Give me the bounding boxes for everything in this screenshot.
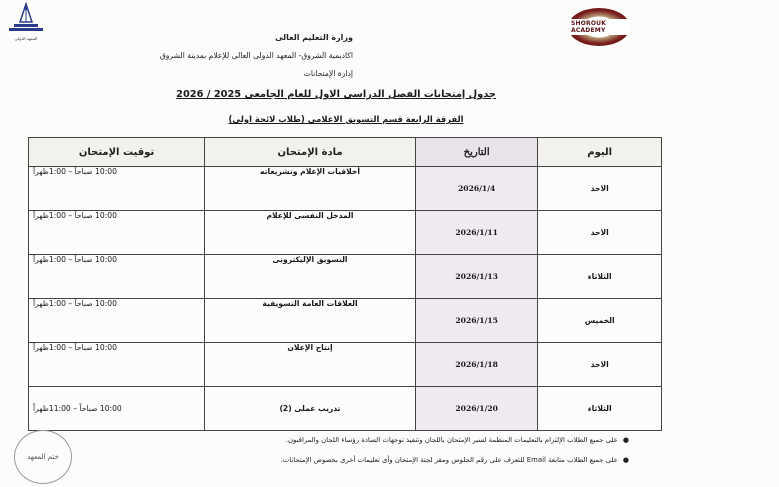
cell-time: 10:00 صباحاً – 1:00ظهراً [29, 343, 205, 387]
note-item [209, 450, 629, 470]
cell-time: 10:00 صباحاً – 1:00ظهراً [29, 255, 205, 299]
cell-day: الثلاثاء [538, 387, 662, 431]
header-date: التاريخ [415, 138, 537, 167]
note-text: على جميع الطلاب الإلتزام بالتعليمات المنظمة لسير الإمتحان باللجان وتنفيذ توجهات السادة رؤساء اللجان والمراقبون. [285, 436, 618, 444]
department-name: إدارة الإمتحانات [303, 69, 353, 78]
cell-subject: المدخل النفسى للإعلام [205, 211, 416, 255]
table-row [29, 299, 662, 343]
academy-logo-text: SHOROUK ACADEMY [568, 19, 630, 35]
cell-subject: التسويق الإليكترونى [205, 255, 416, 299]
cell-time: 10:00 صباحاً – 1:00ظهراً [29, 211, 205, 255]
cell-day: الثلاثاء [538, 255, 662, 299]
cell-date: 2026/1/11 [415, 211, 537, 255]
cell-time: 10:00 صباحاً – 1:00ظهراً [29, 167, 205, 211]
table-header-row [29, 138, 662, 167]
institute-logo-caption: المعهد الدولى [14, 36, 38, 41]
cell-time: 10:00 صباحاً – 1:00ظهراً [29, 299, 205, 343]
ministry-name: وزارة التعليم العالى [275, 33, 353, 42]
academy-logo [568, 8, 630, 46]
cell-subject: تدريب عملى (2) [205, 387, 416, 431]
instructions-notes [209, 430, 629, 470]
table-row [29, 387, 662, 431]
cell-day: الاحد [538, 211, 662, 255]
cell-subject: إنتاج الإعلان [205, 343, 416, 387]
schedule-title: جدول إمتحانات الفصل الدراسى الاول للعام الجامعى 2025 / 2026 [176, 89, 496, 100]
header-time: توقيت الإمتحان [29, 138, 205, 167]
exam-schedule-table [28, 137, 662, 431]
table-row [29, 167, 662, 211]
header-subject: مادة الإمتحان [205, 138, 416, 167]
academy-name: اكاديمية الشروق- المعهد الدولى العالى للإعلام بمدينة الشروق [159, 51, 353, 60]
bullet-icon: ● [622, 456, 629, 464]
table-row [29, 343, 662, 387]
institute-logo [6, 2, 46, 46]
cell-day: الاحد [538, 343, 662, 387]
note-text: على جميع الطلاب متابعة Email للتعرف على رقم الجلوس ومقر لجنة الإمتحان وأى تعليمات أخرى بخصوص الإمتحانات. [280, 456, 618, 464]
table-row [29, 211, 662, 255]
cell-date: 2026/1/13 [415, 255, 537, 299]
note-item [209, 430, 629, 450]
cell-date: 2026/1/20 [415, 387, 537, 431]
cell-date: 2026/1/15 [415, 299, 537, 343]
stamp-text: ختم المعهد [27, 453, 59, 461]
cell-date: 2026/1/18 [415, 343, 537, 387]
cell-day: الخميس [538, 299, 662, 343]
bullet-icon: ● [622, 436, 629, 444]
cell-subject: العلاقات العامة التسويقية [205, 299, 416, 343]
table-row [29, 255, 662, 299]
cell-time: 10:00 صباحاً – 11:00ظهراً [29, 387, 205, 431]
cell-day: الاحد [538, 167, 662, 211]
institute-stamp [14, 430, 72, 484]
header-day: اليوم [538, 138, 662, 167]
institute-emblem-icon [6, 2, 46, 36]
cell-date: 2026/1/4 [415, 167, 537, 211]
schedule-subtitle: الفرقة الرابعة قسم التسويق الاعلامى (طلاب لائحة اولى) [228, 114, 464, 124]
cell-subject: أخلاقيات الإعلام وتشريعاته [205, 167, 416, 211]
